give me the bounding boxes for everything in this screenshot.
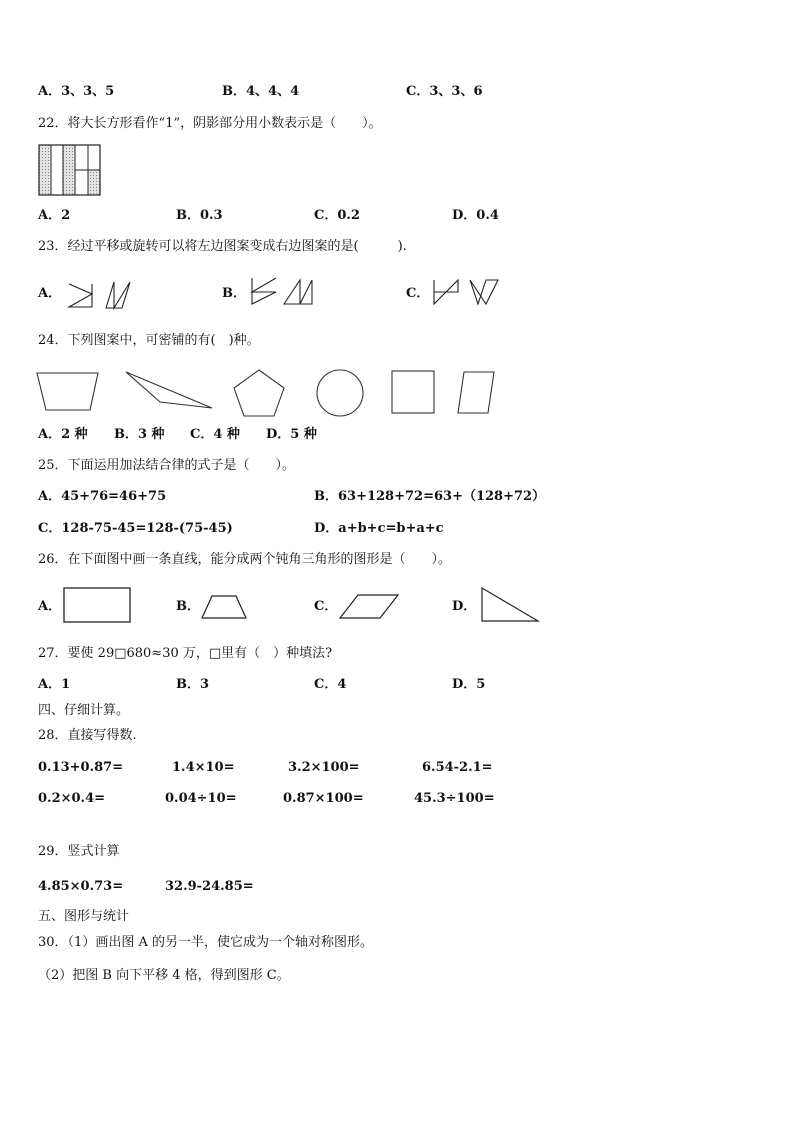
q28-expr: 0.87×100=: [283, 791, 364, 806]
q23-option-a: A．: [38, 286, 62, 301]
q24-shapes-row: [34, 368, 498, 420]
trapezoid-shape: [37, 373, 98, 410]
q23-option-b-pattern: [248, 276, 318, 308]
q27-stem: 27．要使 29□680≈30 万，□里有（ ）种填法?: [38, 646, 333, 661]
q24-option-a: A．2 种: [38, 427, 88, 442]
q22-stem: 22．将大长方形看作“1”，阴影部分用小数表示是（ ）。: [38, 116, 382, 131]
q22-shaded-rectangle-figure: [38, 144, 102, 196]
q28-expr: 1.4×10=: [172, 760, 235, 775]
q21-option-b: B．4、4、4: [222, 84, 300, 99]
q24-option-c: C．4 种: [190, 427, 240, 442]
q26-option-d: D．: [452, 599, 477, 614]
q25-option-c: C．128-75-45=128-(75-45): [38, 521, 233, 536]
q26-parallelogram-figure: [338, 592, 402, 622]
q30-part-2: （2）把图 B 向下平移 4 格，得到图形 C。: [38, 968, 290, 983]
parallelogram-shape: [458, 372, 494, 413]
section-4-heading: 四、仔细计算。: [38, 703, 130, 718]
q28-expr: 0.13+0.87=: [38, 760, 124, 775]
square-shape: [392, 371, 434, 413]
q28-expr: 0.2×0.4=: [38, 791, 106, 806]
q21-option-c: C．3、3、6: [406, 84, 483, 99]
q28-stem: 28．直接写得数.: [38, 728, 137, 743]
q26-right-triangle-figure: [478, 586, 542, 626]
section-5-heading: 五、图形与统计: [38, 909, 130, 924]
q23-stem: 23．经过平移或旋转可以将左边图案变成右边图案的是( ).: [38, 239, 407, 254]
q28-expr: 3.2×100=: [288, 760, 360, 775]
q26-option-c: C．: [314, 599, 338, 614]
q26-rectangle-figure: [62, 586, 134, 626]
q21-option-a: A．3、3、5: [38, 84, 115, 99]
q26-option-b: B．: [176, 599, 200, 614]
q24-option-b: B．3 种: [114, 427, 165, 442]
q26-trapezoid-figure: [200, 592, 252, 622]
q30-part-1: 30．（1）画出图 A 的另一半，使它成为一个轴对称图形。: [38, 935, 373, 950]
q23-option-a-pattern: [66, 280, 136, 310]
q27-option-a: A．1: [38, 677, 71, 692]
q23-option-c: C．: [406, 286, 430, 301]
q28-expr: 45.3÷100=: [414, 791, 495, 806]
q26-option-a: A．: [38, 599, 62, 614]
q22-option-d: D．0.4: [452, 208, 499, 223]
q25-option-a: A．45+76=46+75: [38, 489, 167, 504]
q28-expr: 6.54-2.1=: [422, 760, 493, 775]
q27-option-c: C．4: [314, 677, 347, 692]
pentagon-shape: [234, 370, 284, 416]
triangle-shape: [126, 372, 212, 408]
q22-option-a: A．2: [38, 208, 71, 223]
q29-stem: 29．竖式计算: [38, 844, 120, 859]
q25-option-b: B．63+128+72=63+（128+72）: [314, 489, 546, 504]
q26-stem: 26．在下面图中画一条直线，能分成两个钝角三角形的图形是（ ）。: [38, 552, 452, 567]
q29-expr: 32.9-24.85=: [165, 879, 254, 894]
q23-option-b: B．: [222, 286, 246, 301]
q28-expr: 0.04÷10=: [165, 791, 237, 806]
q25-option-d: D．a+b+c=b+a+c: [314, 521, 444, 536]
q22-option-b: B．0.3: [176, 208, 223, 223]
q24-stem: 24．下列图案中，可密铺的有( )种。: [38, 333, 260, 348]
q24-option-d: D．5 种: [266, 427, 317, 442]
q27-option-b: B．3: [176, 677, 210, 692]
q29-expr: 4.85×0.73=: [38, 879, 124, 894]
circle-shape: [317, 370, 363, 416]
q27-option-d: D．5: [452, 677, 486, 692]
q23-option-c-pattern: [430, 276, 502, 308]
q25-stem: 25．下面运用加法结合律的式子是（ ）。: [38, 458, 296, 473]
q22-option-c: C．0.2: [314, 208, 360, 223]
